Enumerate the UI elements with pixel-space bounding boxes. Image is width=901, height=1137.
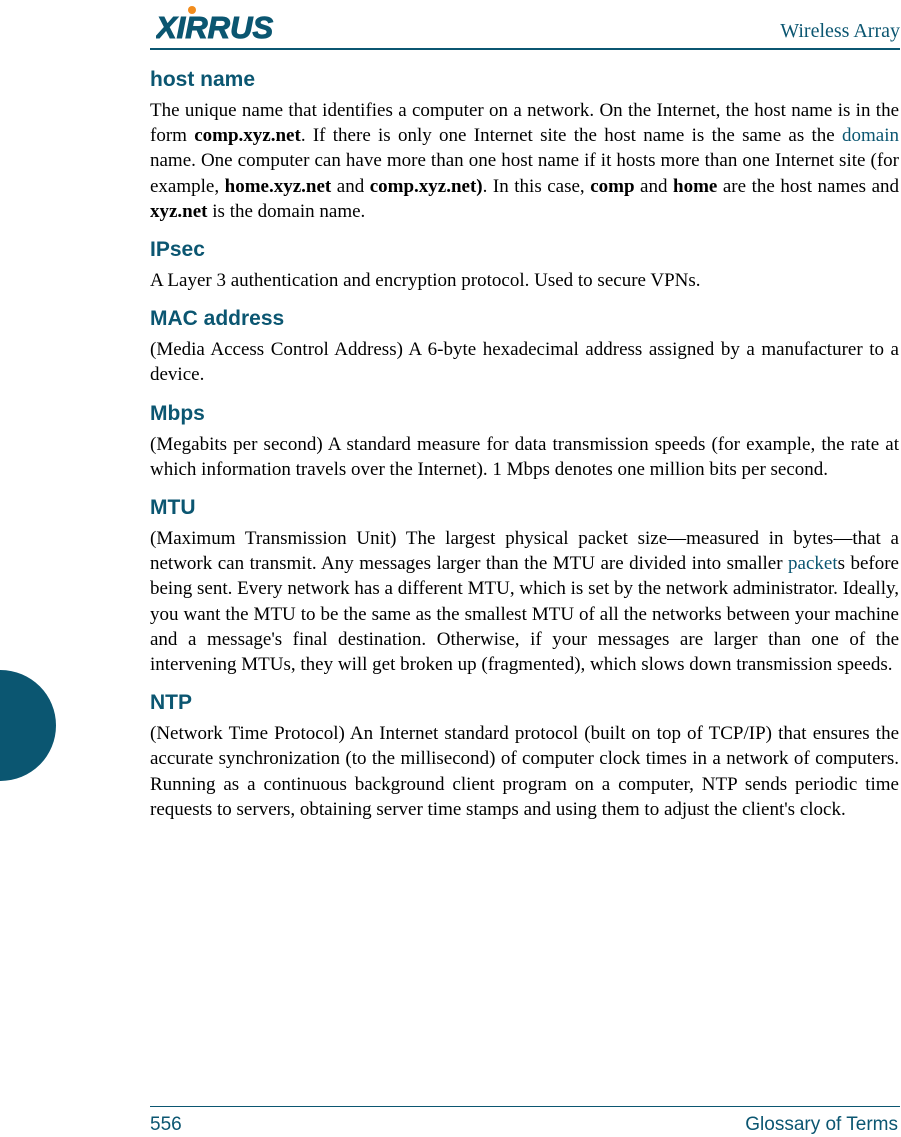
- definition-text: A Layer 3 authentication and encryption protocol. Used to secure VPNs.: [150, 270, 701, 292]
- glossary-entry: [150, 236, 899, 293]
- glossary-entry: [150, 494, 899, 677]
- glossary-entry: [150, 66, 899, 224]
- bold-example: xyz.net: [150, 200, 208, 222]
- bold-example: home: [673, 175, 718, 197]
- definition-text: (Network Time Protocol) An Internet standard protocol (built on top of TCP/IP) that ensures the accurate synchronization (to the millisecond) of computer clock times in a network of computers. Running as a continuous background client program on a computer, NTP sends periodic time requests to servers, obtaining server time stamps and using them to adjust the client's clock.: [150, 723, 899, 820]
- xirrus-logo: [156, 4, 316, 44]
- glossary-entry: [150, 400, 899, 482]
- bold-example: comp: [590, 175, 635, 197]
- page-header: [150, 0, 900, 52]
- glossary-term: MTU: [150, 496, 196, 520]
- definition-text: . In this case,: [482, 175, 591, 197]
- footer-divider: [150, 1106, 900, 1107]
- page-number: 556: [150, 1114, 182, 1135]
- glossary-content: [150, 66, 899, 834]
- glossary-definition: [150, 526, 899, 677]
- definition-text: . If there is only one Internet site the host name is the same as the: [300, 125, 842, 147]
- glossary-definition: [150, 98, 899, 224]
- glossary-definition: [150, 268, 899, 293]
- glossary-term: Mbps: [150, 401, 205, 425]
- glossary-link[interactable]: packet: [788, 553, 838, 575]
- definition-text: is the domain name.: [207, 200, 366, 222]
- definition-text: are the host names and: [717, 175, 900, 197]
- glossary-entry: [150, 689, 899, 822]
- glossary-link[interactable]: domain: [842, 125, 899, 147]
- definition-text: (Media Access Control Address) A 6-byte hexadecimal address assigned by a manufacturer to a device.: [150, 339, 899, 386]
- glossary-term: host name: [150, 68, 256, 91]
- definition-text: The unique name that identifies a computer on a network. On the Internet, the host name is in the form: [150, 100, 899, 147]
- glossary-definition: [150, 432, 899, 482]
- bold-example: home.xyz.net: [224, 175, 332, 197]
- definition-text: and: [634, 175, 674, 197]
- chapter-tab-marker: [0, 670, 56, 781]
- glossary-term: MAC address: [150, 307, 285, 331]
- logo-wordmark: XIRRUS: [156, 10, 274, 44]
- glossary-term: IPsec: [150, 238, 205, 262]
- glossary-term: NTP: [150, 691, 192, 715]
- header-title: Wireless Array: [780, 20, 900, 42]
- glossary-entry: [150, 305, 899, 387]
- definition-text: s before being sent. Every network has a different MTU, which is set by the network administrator. Ideally, you want the MTU to be the same as the smallest MTU of all the networks between your machine and a message's final destination. Otherwise, if your messages are larger than one of the intervening MTUs, they will get broken up (fragmented), which slows down transmission speeds.: [150, 553, 899, 676]
- definition-text: (Megabits per second) A standard measure for data transmission speeds (for example, the rate at which information travels over the Internet). 1 Mbps denotes one million bits per second.: [150, 433, 899, 480]
- footer-section-title: Glossary of Terms: [745, 1114, 898, 1135]
- glossary-definition: [150, 337, 899, 387]
- header-divider: [150, 48, 900, 50]
- definition-text: name. One computer can have more than one host name if it hosts more than one Internet site (for example,: [150, 150, 899, 197]
- glossary-definition: [150, 721, 899, 822]
- definition-text: (Maximum Transmission Unit) The largest physical packet size—measured in bytes—that a network can transmit. Any messages larger than the MTU are divided into smaller: [150, 528, 899, 575]
- definition-text: and: [331, 175, 370, 197]
- bold-example: comp.xyz.net): [369, 175, 483, 197]
- bold-example: comp.xyz.net: [194, 125, 301, 147]
